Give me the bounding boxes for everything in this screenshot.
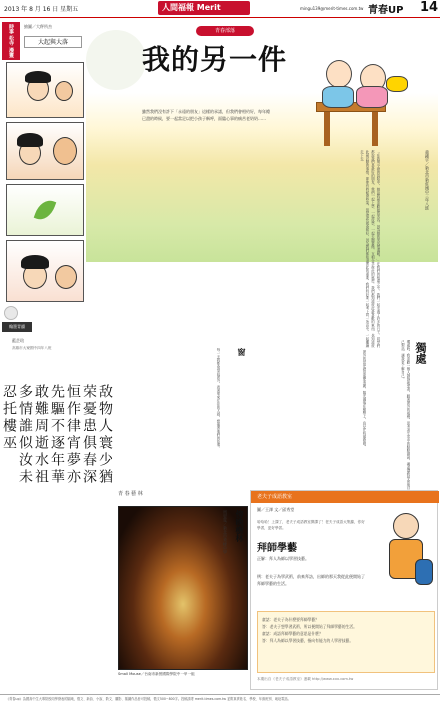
lonely-body: 獨處時，我喜歡一個人靜靜地坐著，聽著窗外的風聲，思考著生活中的點點滴滴。獨處讓我學會與自己對話，讓我更了解自己。 — [400, 340, 410, 490]
poetry-tag: 翰墨青韻 — [2, 322, 32, 332]
calligraphy-line: 敌物人寰少猶 — [97, 384, 113, 486]
forest-painting — [118, 506, 248, 670]
character-hair-icon — [17, 133, 43, 147]
calligraphy-line: 忍托樓巫 — [1, 384, 17, 452]
window-title: 窗 — [237, 348, 246, 356]
art-artist: 周晏霆／新北市秀峰中學 — [223, 510, 228, 554]
idiom-qa-box — [257, 611, 435, 673]
contact-url: mingu139@merit-times.com.tw — [300, 6, 364, 11]
newspaper-logo: 人間福報 Merit — [158, 1, 250, 15]
character-hair-icon — [25, 71, 51, 83]
cloud-icon — [86, 30, 146, 90]
submission-footer: 《青春up》為國高中生大專院校同學發表的園地，徵文、新詩、小說、散文、攝影、插圖作品皆可投稿，徵文500~800字。投稿請寄 merit-times.com.tw 並附真實姓名、學校、年級班別、地址電話。 — [0, 694, 440, 709]
character-face-icon — [55, 81, 73, 101]
story-byline: 童鍾宇／新北市新莊國中三年八班 — [425, 150, 430, 210]
article-title: 我的另一件 — [142, 43, 288, 76]
girl-face-icon — [326, 60, 352, 88]
story-body: 「在我與小豬的談起中，她說我最喜歡她的笑容，因為她的笑容很溫暖。」在我們的相處之中，我們一起走過了許多的日子。同學們都說我們是最好的朋友，我們一起上學、一起放學，一起去圖書館，互相分享彼此的秘密。我們都知道彼此最喜歡的東西，也知道彼此最討厭的事情。即使有時候會吵架，但是很快就會和好，因為我們都知道彼此的重要。我們約好要一起考上同一所高中，一起繼續走下去。 — [359, 150, 380, 348]
calligraphy-line: 恒作律宵夢亦 — [65, 384, 81, 486]
idiom-header: 老夫子成語教室 — [251, 491, 439, 503]
leaf-icon — [34, 197, 57, 223]
section-logo-icon — [4, 306, 18, 320]
calligraphy-line: 荣憂患俱春深 — [81, 384, 97, 486]
calligraphy-line: 敢難周逝水祖 — [33, 384, 49, 486]
issue-date: 2013 年 8 月 16 日 星期五 — [4, 6, 79, 13]
old-master-cartoon-icon — [379, 509, 435, 591]
character-face-icon — [53, 137, 77, 165]
comic-title: 大起與大落 — [24, 36, 82, 48]
character-hair-icon — [21, 255, 49, 269]
art-section — [118, 490, 248, 682]
poet-school: 高雄市大寮國中四年八班 — [12, 346, 52, 350]
comic-panel-3 — [6, 184, 84, 236]
idiom-example: 例：老夫子為學武術，前來拜訪，出師的那天我從此便開始了拜師學藝的生活。 — [257, 574, 365, 586]
poet-name: 藍芷瑄 — [12, 338, 24, 343]
comic-strip — [2, 22, 84, 304]
comic-panel-4 — [6, 240, 84, 302]
heart-icon — [386, 76, 408, 92]
page-header — [0, 0, 440, 18]
idiom-credit: 圖／王澤 文／邱秀堂 — [257, 507, 295, 512]
calligraphy-work — [1, 380, 116, 698]
bench-leg-icon — [324, 112, 330, 146]
girl-dress-icon — [322, 86, 354, 108]
comic-credit: 繪圖／大秤所杰 — [24, 24, 52, 29]
girl-dress-icon — [356, 86, 388, 108]
section-title: 青春UP — [368, 5, 404, 16]
comic-panel-2 — [6, 122, 84, 180]
idiom-explanation: 正解：拜人為師以學習技藝。 — [257, 556, 309, 561]
article-lead: 雖然我們沒有許下「永遠的朋友」這樣的承諾，但我們會相約好，每年總已盡的時候，要一起當足以把小孩子稱呼，面臨心事的痛苦老奶奶…… — [142, 109, 270, 121]
comic-tag: 時事 松寺 漫畫 — [2, 22, 20, 60]
qa-answer: 答：拜人為師以學習技藝，指向有能力的人學習技藝。 — [262, 638, 354, 643]
idiom-title: 拜師學藝 — [257, 543, 297, 554]
column-kicker: 青春部落 — [196, 26, 254, 36]
idiom-classroom — [250, 490, 438, 690]
art-tag: 青 春 藝 林 — [118, 491, 143, 497]
idiom-blurb: 哈哈哈！上課了，老夫子成語教室開課了！老夫子成語大集錦，你好學習，更好學習。 — [257, 520, 365, 530]
comic-panel-1 — [6, 62, 84, 118]
calligraphy-line: 先驅不逐年華 — [49, 384, 65, 486]
qa-question: 童話：老夫子為什麼要拜師學藝？ — [262, 617, 319, 622]
calligraphy-line: 多情誰似汝未 — [17, 384, 33, 486]
lonely-title: 獨處 — [414, 342, 427, 364]
page-number: 14 — [420, 0, 439, 15]
qa-answer: 答：老夫子想學習武術，所以便開始了拜師學藝的生活。 — [262, 624, 357, 629]
art-title: 傍晚樹林 — [235, 510, 244, 542]
calligraphy-section — [2, 306, 118, 698]
bench-leg-icon — [372, 112, 378, 146]
idiom-source: 本期出自《老夫子成語教室》連載 http://www.xxx.com.tw — [257, 677, 354, 681]
window-body: 窗外的世界總是那麼美麗，陽光灑落在樹梢上，鳥兒在枝頭歌唱。 — [362, 350, 366, 449]
art-caption: Small Mouse／台南市新營國際學院中一甲一組 — [118, 672, 195, 676]
qa-question: 童話：成語拜師學藝的意思是什麼？ — [262, 631, 323, 636]
character-face-icon — [55, 265, 77, 289]
story3-body: 每一天我都會望向窗外，看著來來往往的人群，想像著他們的故事。 — [216, 348, 220, 450]
